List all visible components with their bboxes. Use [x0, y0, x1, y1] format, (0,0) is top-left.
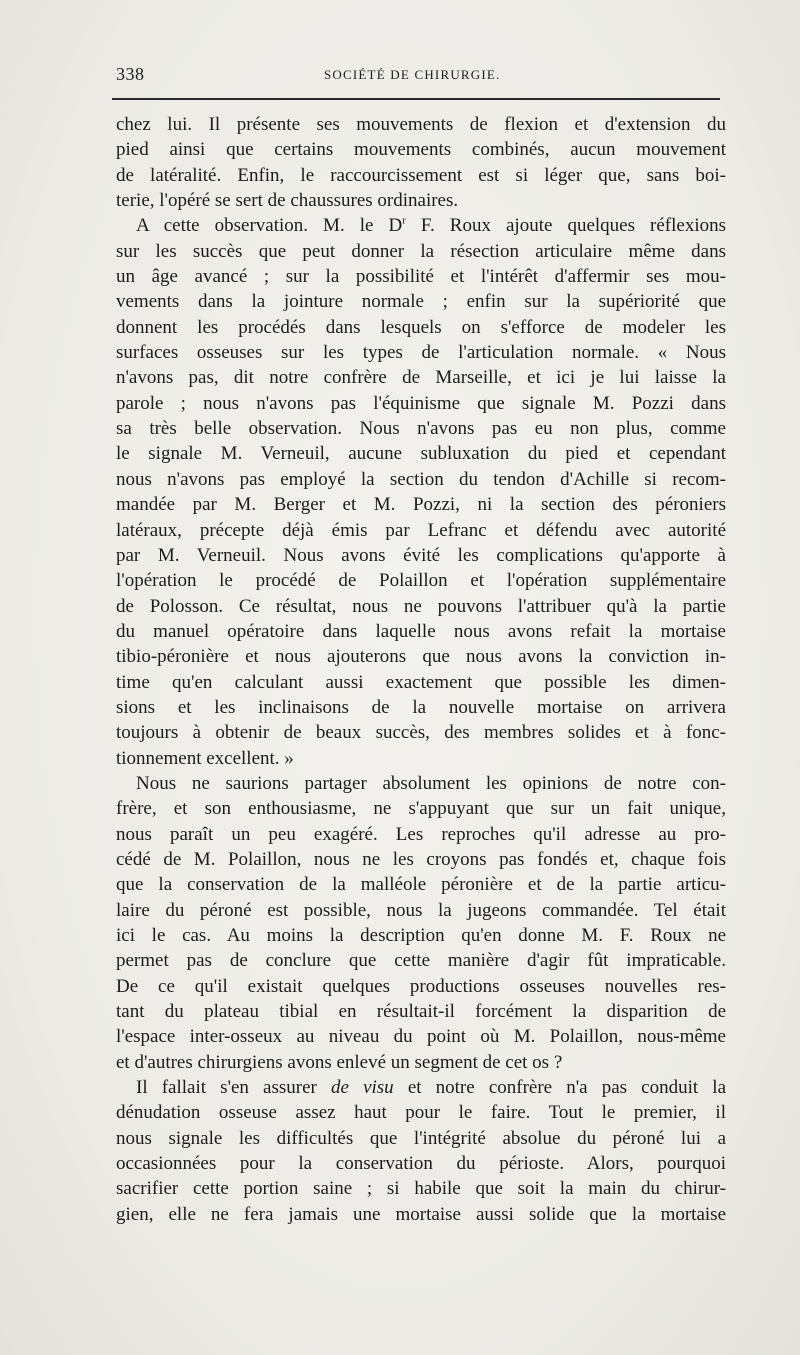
- text-line: Nous ne saurions partager absolument les opinions de notre con-: [136, 772, 726, 794]
- text-line: permet pas de conclure que cette manière d'agir fût impraticable.: [116, 950, 726, 972]
- text-line: sacrifier cette portion saine ; si habile que soit la main du chirur-: [116, 1178, 726, 1200]
- text-line: terie, l'opéré se sert de chaussures ordinaires.: [116, 190, 459, 212]
- text-line: l'opération le procédé de Polaillon et l'opération supplémentaire: [116, 570, 726, 592]
- text-line: tant du plateau tibial en résultait-il forcément la disparition de: [116, 1001, 726, 1023]
- header-rule: [112, 98, 720, 100]
- text-fragment: Il fallait s'en assurer: [136, 1077, 317, 1099]
- text-line: que la conservation de la malléole péronière et de la partie articu-: [116, 874, 726, 896]
- text-line: ici le cas. Au moins la description qu'en donne M. F. Roux ne: [116, 925, 726, 946]
- text-line: De ce qu'il existait quelques productions osseuses nouvelles res-: [116, 975, 726, 997]
- text-line: tionnement excellent. »: [116, 747, 294, 769]
- text-line: de Polosson. Ce résultat, nous ne pouvons l'attribuer qu'à la partie: [116, 595, 726, 617]
- text-line: toujours à obtenir de beaux succès, des membres solides et à fonc-: [116, 722, 726, 744]
- body-text: [116, 112, 726, 1227]
- text-line: parole ; nous n'avons pas l'équinisme que signale M. Pozzi dans: [116, 392, 726, 414]
- text-line: chez lui. Il présente ses mouvements de flexion et d'extension du: [116, 114, 726, 135]
- text-line: nous paraît un peu exagéré. Les reproches qu'il adresse au pro-: [116, 823, 726, 845]
- text-line: du manuel opératoire dans laquelle nous avons refait la mortaise: [116, 620, 726, 642]
- page-header: [116, 64, 724, 90]
- text-line: pied ainsi que certains mouvements combinés, aucun mouvement: [116, 139, 726, 161]
- text-line: nous signale les difficultés que l'intégrité absolue du péroné lui a: [116, 1127, 726, 1149]
- text-line: nous n'avons pas employé la section du tendon d'Achille si recom-: [116, 468, 726, 490]
- running-head: SOCIÉTÉ DE CHIRURGIE.: [324, 67, 501, 82]
- text-line: l'espace inter-osseux au niveau du point où M. Polaillon, nous-même: [116, 1026, 726, 1048]
- text-line: de latéralité. Enfin, le raccourcissement est si léger que, sans boi-: [116, 164, 726, 186]
- text-line: frère, et son enthousiasme, ne s'appuyant que sur un fait unique,: [116, 798, 726, 820]
- italic-phrase: de visu: [331, 1077, 394, 1099]
- text-line: sur les succès que peut donner la résection articulaire même dans: [116, 240, 726, 262]
- text-fragment: et notre confrère n'a pas conduit la: [393, 1077, 727, 1099]
- text-line: par M. Verneuil. Nous avons évité les complications qu'apporte à: [116, 544, 726, 566]
- text-line: vements dans la jointure normale ; enfin sur la supériorité que: [116, 291, 726, 313]
- text-line: un âge avancé ; sur la possibilité et l'intérêt d'affermir ses mou-: [116, 266, 726, 288]
- text-line: le signale M. Verneuil, aucune subluxation du pied et cependant: [116, 443, 726, 465]
- text-line: [116, 213, 726, 238]
- text-fragment: A cette observation. M. le D: [136, 215, 403, 237]
- text-line: et d'autres chirurgiens avons enlevé un segment de cet os ?: [116, 1051, 563, 1073]
- text-line: gien, elle ne fera jamais une mortaise aussi solide que la mortaise: [116, 1203, 726, 1225]
- text-line: latéraux, précepte déjà émis par Lefranc et défendu avec autorité: [116, 519, 726, 541]
- text-line: tibio-péronière et nous ajouterons que nous avons la conviction in-: [116, 646, 726, 668]
- text-line: occasionnées pour la conservation du périoste. Alors, pourquoi: [116, 1153, 726, 1175]
- text-line: sa très belle observation. Nous n'avons pas eu non plus, comme: [116, 418, 726, 440]
- text-line: time qu'en calculant aussi exactement que possible les dimen-: [116, 671, 726, 693]
- text-line: donnent les procédés dans lesquels on s'efforce de modeler les: [116, 316, 726, 338]
- text-line: mandée par M. Berger et M. Pozzi, ni la section des péroniers: [116, 494, 726, 516]
- text-line: cédé de M. Polaillon, nous ne les croyons pas fondés et, chaque fois: [116, 848, 726, 870]
- text-line: dénudation osseuse assez haut pour le faire. Tout le premier, il: [116, 1102, 726, 1124]
- text-line: n'avons pas, dit notre confrère de Marseille, et ici je lui laisse la: [116, 367, 726, 389]
- text-line: [116, 1075, 726, 1100]
- page-number: 338: [116, 64, 145, 84]
- text-fragment: F. Roux ajoute quelques réflexions: [405, 215, 726, 237]
- text-line: sions et les inclinaisons de la nouvelle mortaise on arrivera: [116, 696, 726, 718]
- superscript: r: [402, 215, 406, 228]
- text-line: laire du péroné est possible, nous la jugeons commandée. Tel était: [116, 899, 726, 921]
- text-line: surfaces osseuses sur les types de l'articulation normale. « Nous: [116, 342, 726, 364]
